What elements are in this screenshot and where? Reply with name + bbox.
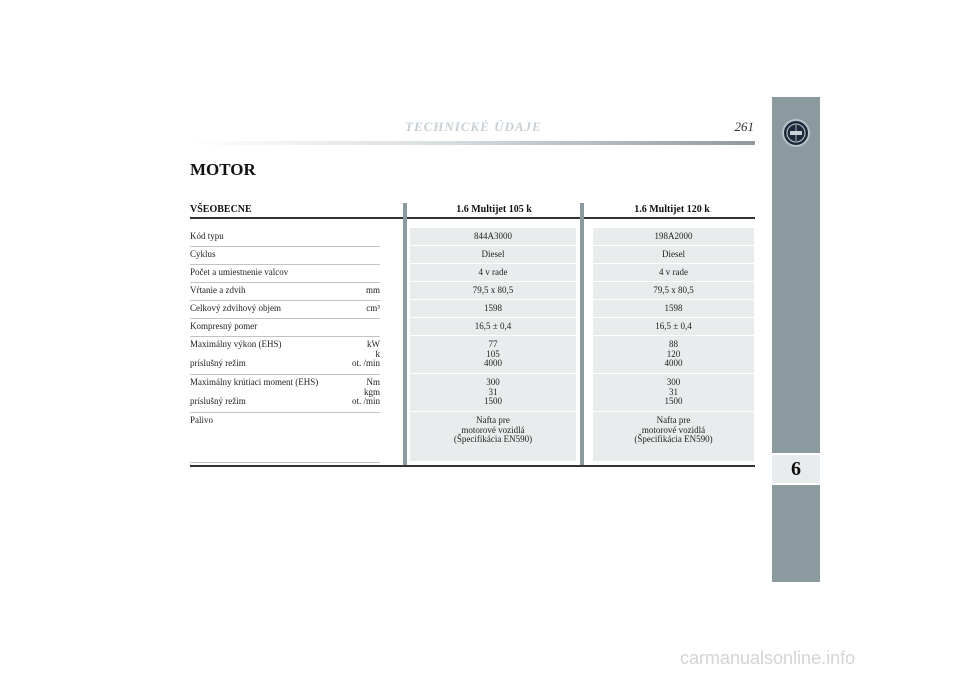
spec-label: Palivo bbox=[190, 415, 214, 425]
spec-value-105: 844A3000 bbox=[410, 228, 576, 246]
spec-value-120: 300 31 1500 bbox=[593, 374, 754, 412]
spec-label: Celkový zdvihový objem bbox=[190, 303, 281, 313]
spec-label-column bbox=[190, 229, 380, 463]
spec-value-105: 1598 bbox=[410, 300, 576, 318]
spec-value-120: 4 v rade bbox=[593, 264, 754, 282]
header-rule bbox=[190, 141, 755, 145]
spec-row bbox=[190, 413, 380, 463]
spec-value-105: Diesel bbox=[410, 246, 576, 264]
spec-units: cm³ bbox=[366, 303, 380, 313]
spec-units: mm bbox=[365, 285, 380, 295]
lancia-logo-icon bbox=[782, 119, 810, 147]
spec-value-120: 88 120 4000 bbox=[593, 336, 754, 374]
spec-label: Kompresný pomer bbox=[190, 321, 258, 331]
spec-row bbox=[190, 301, 380, 319]
spec-value-105: 4 v rade bbox=[410, 264, 576, 282]
spec-row bbox=[190, 265, 380, 283]
section-title: MOTOR bbox=[190, 160, 256, 179]
spec-values-engine-120 bbox=[593, 228, 754, 462]
column-header-engine-120: 1.6 Multijet 120 k bbox=[634, 204, 710, 215]
spec-units: kW k ot. /min bbox=[351, 339, 380, 368]
spec-label: Maximálny výkon (EHS) príslušný režim bbox=[190, 339, 282, 368]
column-header-engine-105: 1.6 Multijet 105 k bbox=[456, 204, 532, 215]
spec-value-105: 77 105 4000 bbox=[410, 336, 576, 374]
spec-label: Počet a umiestnenie valcov bbox=[190, 267, 289, 277]
spec-value-120: 16,5 ± 0,4 bbox=[593, 318, 754, 336]
column-divider bbox=[580, 203, 584, 466]
spec-value-120: 1598 bbox=[593, 300, 754, 318]
spec-value-105: 79,5 x 80,5 bbox=[410, 282, 576, 300]
spec-value-105: 16,5 ± 0,4 bbox=[410, 318, 576, 336]
spec-value-105: Nafta pre motorové vozidlá (Špecifikácia EN590) bbox=[410, 412, 576, 462]
spec-value-120: 198A2000 bbox=[593, 228, 754, 246]
spec-label: Kód typu bbox=[190, 231, 224, 241]
spec-value-120: 79,5 x 80,5 bbox=[593, 282, 754, 300]
header-title: TECHNICKÉ ÚDAJE bbox=[405, 119, 542, 134]
spec-value-120: Nafta pre motorové vozidlá (Špecifikácia EN590) bbox=[593, 412, 754, 462]
spec-label: Cyklus bbox=[190, 249, 216, 259]
column-header-general: VŠEOBECNE bbox=[190, 204, 252, 215]
watermark: carmanualsonline.info bbox=[680, 648, 856, 668]
table-top-rule bbox=[190, 217, 755, 219]
spec-value-120: Diesel bbox=[593, 246, 754, 264]
spec-row bbox=[190, 319, 380, 337]
spec-row bbox=[190, 283, 380, 301]
side-tab bbox=[772, 97, 820, 582]
spec-units: Nm kgm ot. /min bbox=[351, 377, 380, 406]
spec-label: Vŕtanie a zdvih bbox=[190, 285, 246, 295]
spec-row bbox=[190, 337, 380, 375]
spec-values-engine-105 bbox=[410, 228, 576, 462]
table-bottom-rule bbox=[190, 465, 755, 467]
spec-row bbox=[190, 375, 380, 413]
spec-value-105: 300 31 1500 bbox=[410, 374, 576, 412]
page-number: 261 bbox=[734, 119, 754, 134]
spec-row bbox=[190, 247, 380, 265]
spec-label: Maximálny krútiaci moment (EHS) príslušný režim bbox=[190, 377, 319, 406]
chapter-number[interactable]: 6 bbox=[772, 453, 820, 485]
column-divider bbox=[403, 203, 407, 466]
spec-row bbox=[190, 229, 380, 247]
